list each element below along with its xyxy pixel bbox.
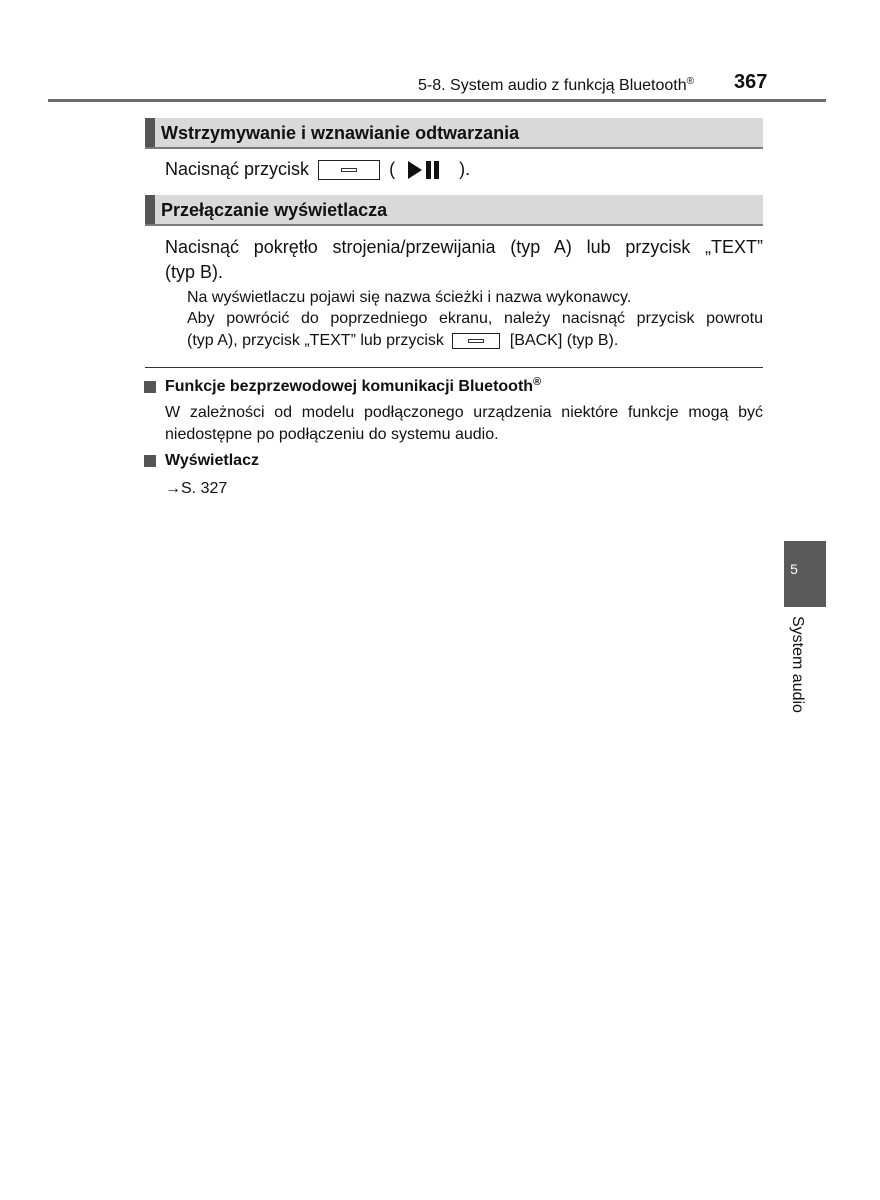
paren-open: ( (389, 159, 396, 179)
note-title-bluetooth (165, 377, 541, 397)
button-frame-icon (318, 160, 380, 180)
display-note-line3-text: (typ A), przycisk „TEXT” lub przycisk (187, 332, 444, 349)
section-heading-pause-resume (145, 118, 763, 149)
play-pause-icon (408, 160, 442, 180)
page-reference[interactable] (165, 478, 227, 499)
note-bluetooth-line1: W zależności od modelu podłączonego urządzenia niektóre funkcje mogą być (165, 404, 763, 421)
section-heading-bar (145, 118, 155, 147)
instruction-text: Nacisnąć przycisk (165, 159, 310, 179)
square-bullet-icon (144, 455, 156, 467)
chapter-tab-label: System audio (789, 616, 806, 713)
section-heading-title: Przełączanie wyświetlacza (161, 200, 388, 220)
page-number: 367 (734, 71, 768, 93)
note-title-text: Funkcje bezprzewodowej komunikacji Bluetooth (165, 378, 534, 395)
pause-resume-instruction (165, 157, 470, 181)
square-bullet-icon (144, 381, 156, 393)
section-divider (145, 367, 763, 368)
display-note-line2: Aby powrócić do poprzedniego ekranu, należy nacisnąć przycisk powrotu (187, 310, 763, 327)
button-slot (468, 339, 484, 343)
chapter-tab-number: 5 (790, 561, 798, 577)
display-note-line3 (187, 330, 618, 351)
chapter-tab (784, 541, 826, 607)
arrow-icon: → (165, 480, 181, 497)
section-heading-title: Wstrzymywanie i wznawianie odtwarzania (161, 123, 520, 143)
display-note-line1: Na wyświetlaczu pojawi się nazwa ścieżki i nazwa wykonawcy. (187, 289, 632, 306)
running-header (418, 76, 694, 96)
button-frame-icon (452, 333, 500, 349)
page-reference-text: S. 327 (181, 480, 228, 497)
section-heading-bar (145, 195, 155, 224)
section-heading-display-switch (145, 195, 763, 226)
running-header-title: 5-8. System audio z funkcją Bluetooth (418, 77, 687, 94)
button-slot (341, 168, 357, 172)
registered-mark: ® (533, 376, 542, 388)
display-note-line3-after: [BACK] (typ B). (509, 332, 619, 349)
note-title-display: Wyświetlacz (165, 452, 259, 469)
display-switch-instruction-line1: Nacisnąć pokrętło strojenia/przewijania (typ A) lub przycisk „TEXT” (165, 237, 763, 257)
display-switch-instruction-line2: (typ B). (165, 262, 224, 282)
registered-mark: ® (686, 76, 694, 87)
paren-close: ). (459, 159, 471, 179)
header-rule (48, 99, 826, 102)
note-bluetooth-line2: niedostępne po podłączeniu do systemu audio. (165, 426, 499, 443)
